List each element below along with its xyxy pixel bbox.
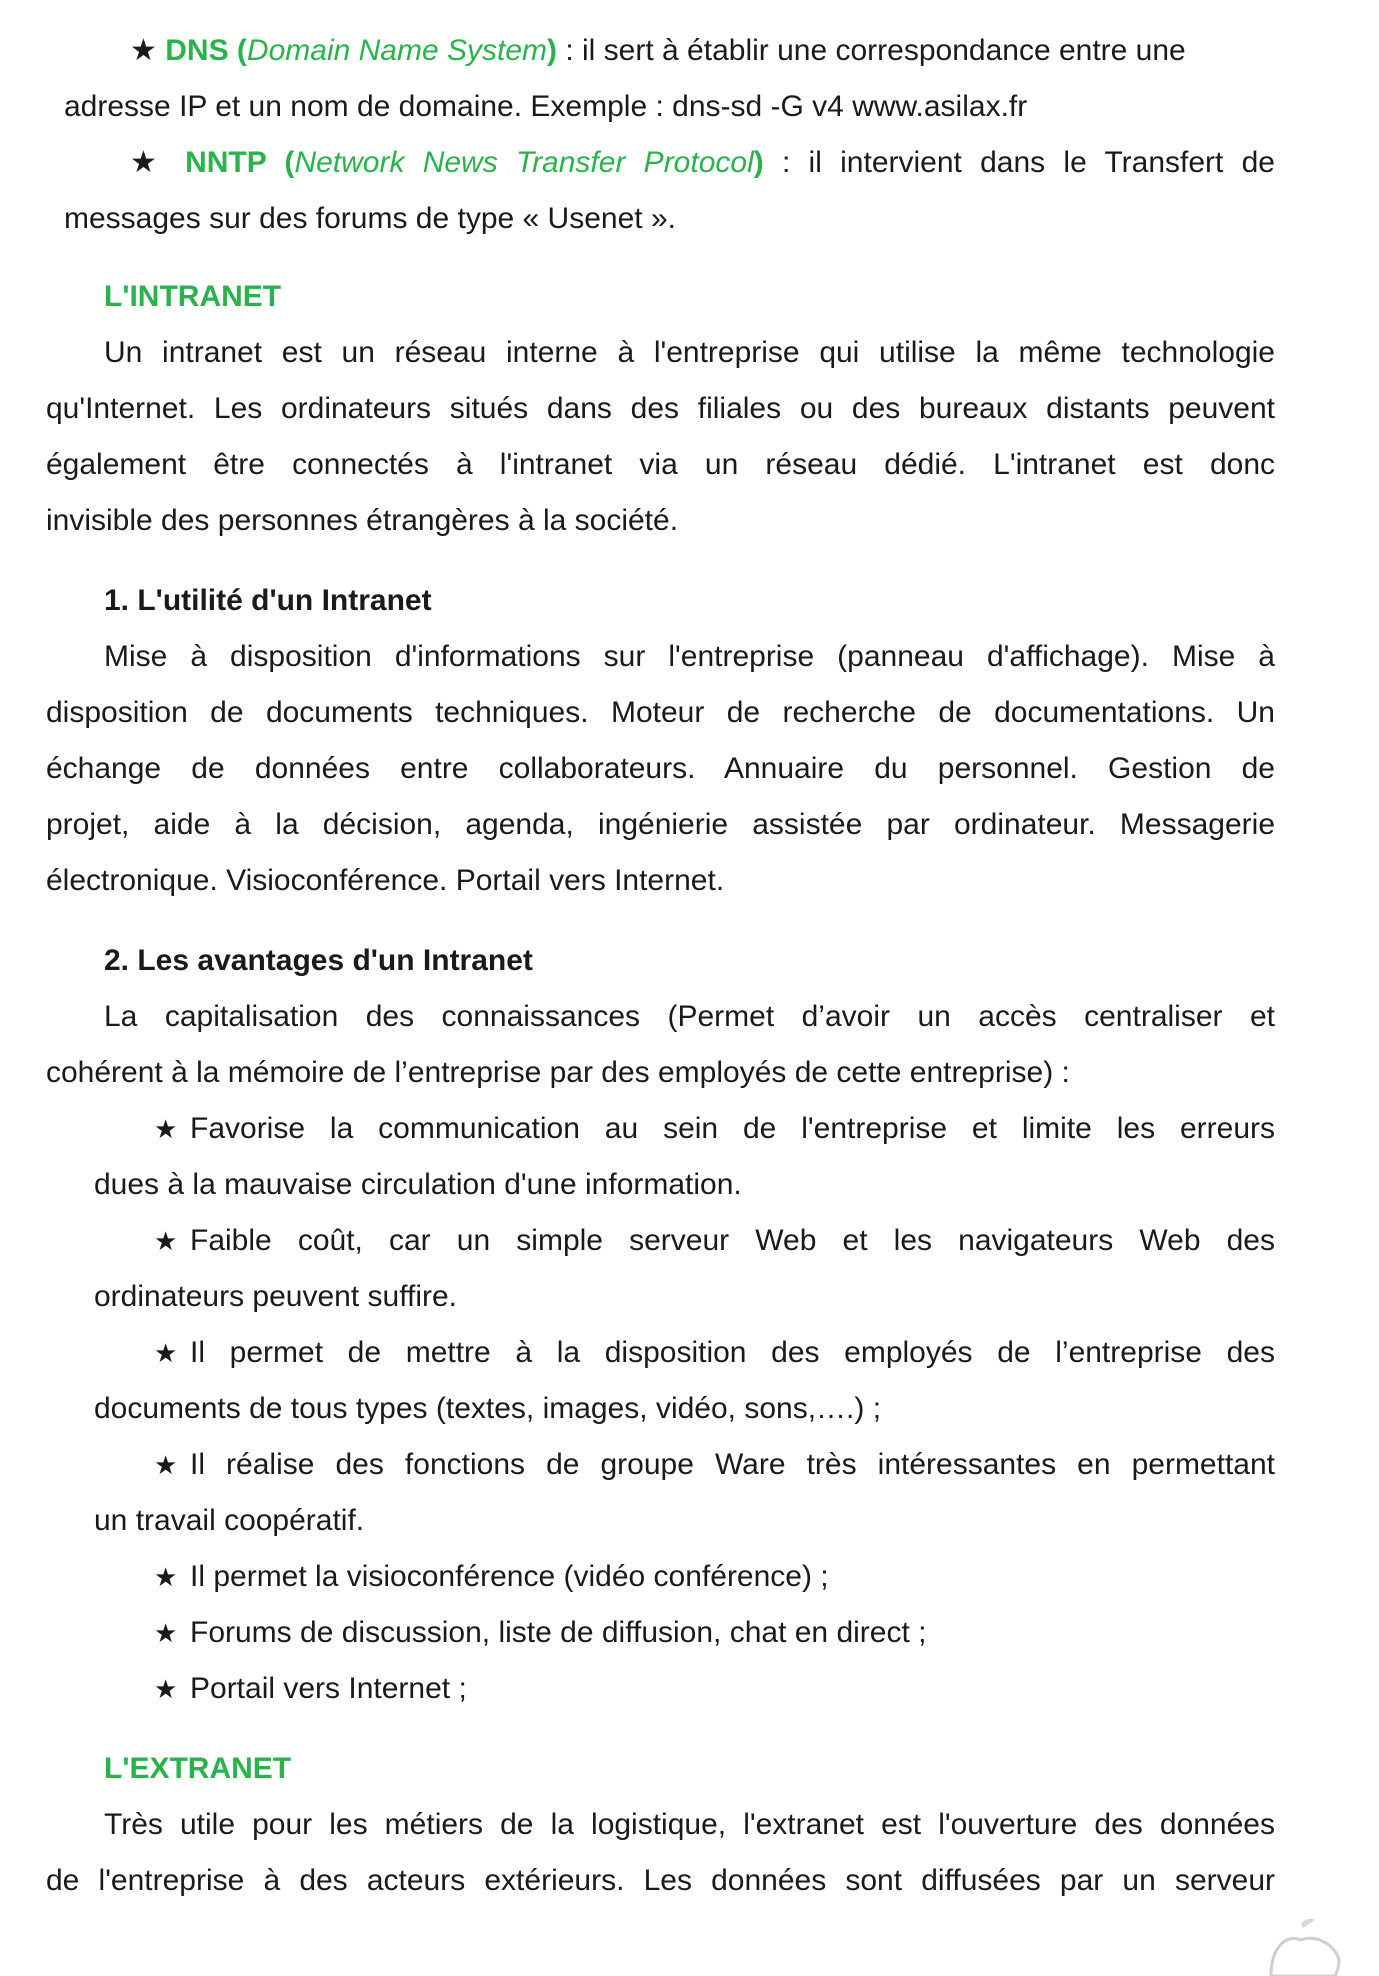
advantage-bullet xyxy=(154,1334,1275,1372)
dns-full-name: Domain Name System xyxy=(246,34,548,67)
nntp-text: : il intervient dans le Transfert de xyxy=(763,146,1275,179)
intranet-heading: L'INTRANET xyxy=(104,280,282,313)
bullet-continuation: documents de tous types (textes, images, vidéo, sons,….) ; xyxy=(94,1392,882,1425)
dns-text: : il sert à établir une correspondance entre une xyxy=(557,34,1186,67)
extranet-heading: L'EXTRANET xyxy=(104,1752,292,1785)
dns-close-paren: ) xyxy=(547,34,558,67)
nntp-abbr: NNTP xyxy=(185,146,267,179)
star-icon: ★ xyxy=(154,1338,178,1368)
intranet-para-line: invisible des personnes étrangères à la société. xyxy=(46,504,679,537)
star-icon: ★ xyxy=(130,146,167,179)
nntp-full-name: Network News Transfer Protocol xyxy=(294,146,754,179)
utility-line: disposition de documents techniques. Moteur de recherche de documentations. Un xyxy=(46,696,1275,729)
bullet-text: Favorise la communication au sein de l'entreprise et limite les erreurs xyxy=(190,1112,1275,1145)
dns-line-1 xyxy=(130,32,1186,70)
bullet-continuation: un travail coopératif. xyxy=(94,1504,365,1537)
utility-heading: 1. L'utilité d'un Intranet xyxy=(104,584,432,617)
bullet-text: Il réalise des fonctions de groupe Ware très intéressantes en permettant xyxy=(190,1448,1275,1481)
utility-line: échange de données entre collaborateurs. Annuaire du personnel. Gestion de xyxy=(46,752,1275,785)
star-icon: ★ xyxy=(154,1618,178,1648)
nntp-line-2: messages sur des forums de type « Usenet ». xyxy=(64,202,676,235)
star-icon: ★ xyxy=(154,1562,178,1592)
nntp-open-paren: ( xyxy=(266,146,295,179)
bullet-text: Portail vers Internet ; xyxy=(190,1672,467,1705)
utility-line: projet, aide à la décision, agenda, ingénierie assistée par ordinateur. Messagerie xyxy=(46,808,1275,841)
bullet-text: Forums de discussion, liste de diffusion, chat en direct ; xyxy=(190,1616,927,1649)
extranet-line: Très utile pour les métiers de la logistique, l'extranet est l'ouverture des données xyxy=(104,1808,1275,1841)
star-icon: ★ xyxy=(154,1114,178,1144)
bullet-text: Il permet la visioconférence (vidéo conférence) ; xyxy=(190,1560,829,1593)
star-icon: ★ xyxy=(154,1226,178,1256)
advantages-intro-line: La capitalisation des connaissances (Permet d’avoir un accès centraliser et xyxy=(104,1000,1275,1033)
nntp-line-1 xyxy=(130,144,1275,182)
apple-logo-icon xyxy=(1231,1916,1361,1976)
bullet-continuation: ordinateurs peuvent suffire. xyxy=(94,1280,458,1313)
bullet-text: Faible coût, car un simple serveur Web et les navigateurs Web des xyxy=(190,1224,1275,1257)
extranet-line: de l'entreprise à des acteurs extérieurs. Les données sont diffusées par un serveur xyxy=(46,1864,1275,1897)
advantage-bullet xyxy=(154,1670,467,1708)
advantage-bullet xyxy=(154,1222,1275,1260)
intranet-para-line: également être connectés à l'intranet via un réseau dédié. L'intranet est donc xyxy=(46,448,1275,481)
dns-abbr: DNS xyxy=(165,34,229,67)
advantage-bullet xyxy=(154,1558,829,1596)
intranet-para-line: Un intranet est un réseau interne à l'entreprise qui utilise la même technologie xyxy=(104,336,1275,369)
nntp-close-paren: ) xyxy=(753,146,764,179)
advantage-bullet xyxy=(154,1614,926,1652)
star-icon: ★ xyxy=(130,34,157,67)
advantages-heading: 2. Les avantages d'un Intranet xyxy=(104,944,533,977)
bullet-continuation: dues à la mauvaise circulation d'une information. xyxy=(94,1168,742,1201)
dns-line-2: adresse IP et un nom de domaine. Exemple : dns-sd -G v4 www.asilax.fr xyxy=(64,90,1028,123)
dns-open-paren: ( xyxy=(228,34,247,67)
intranet-para-line: qu'Internet. Les ordinateurs situés dans des filiales ou des bureaux distants peuvent xyxy=(46,392,1275,425)
bullet-text: Il permet de mettre à la disposition des employés de l’entreprise des xyxy=(190,1336,1275,1369)
advantage-bullet xyxy=(154,1110,1275,1148)
advantages-intro-line: cohérent à la mémoire de l’entreprise par des employés de cette entreprise) : xyxy=(46,1056,1070,1089)
star-icon: ★ xyxy=(154,1674,178,1704)
star-icon: ★ xyxy=(154,1450,178,1480)
utility-line: Mise à disposition d'informations sur l'entreprise (panneau d'affichage). Mise à xyxy=(104,640,1275,673)
utility-line: électronique. Visioconférence. Portail vers Internet. xyxy=(46,864,725,897)
advantage-bullet xyxy=(154,1446,1275,1484)
